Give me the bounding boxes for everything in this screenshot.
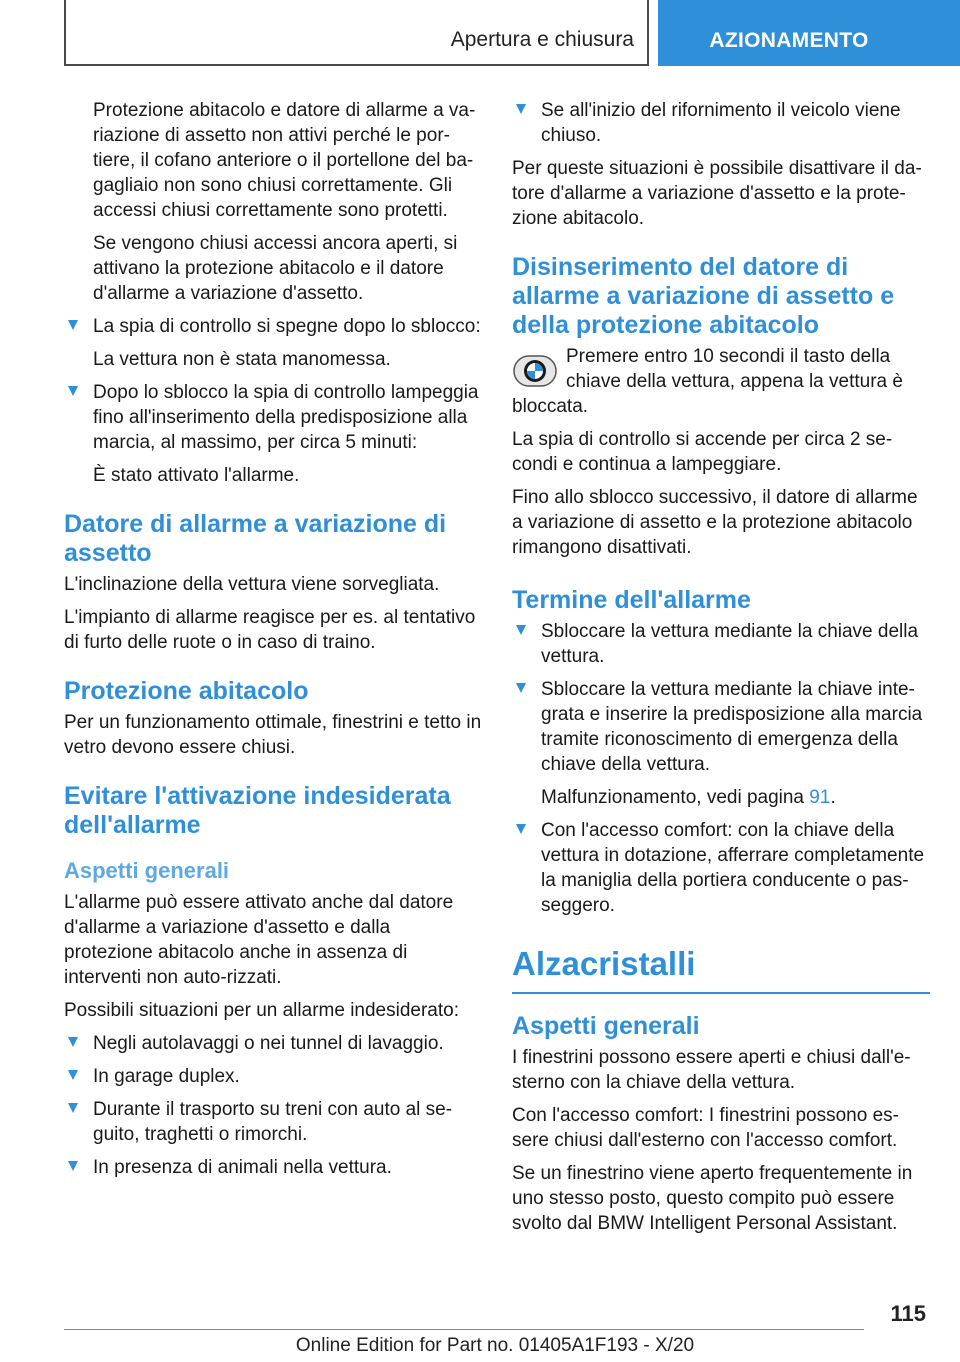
edition-footer: Online Edition for Part no. 01405A1F193 - X/20	[295, 1335, 695, 1356]
fueling-list	[512, 98, 930, 148]
windows-paragraph-3: Se un finestrino viene aperto frequentemente in uno stesso posto, questo compito può essere svolto dal BMW Intelligent Personal Assistant.	[512, 1163, 913, 1234]
list-item-text: Sbloccare la vettura mediante la chiave della vettura.	[541, 621, 919, 667]
list-item-text: In garage duplex.	[93, 1066, 240, 1087]
list-item-text: Con l'accesso comfort: con la chiave della vettura in dotazione, afferrare completamente la maniglia della portiera conducente o pas-seggero.	[541, 820, 925, 916]
left-column	[64, 98, 482, 1188]
intro-paragraph-2: Se vengono chiusi accessi ancora aperti, si attivano la protezione abitacolo e il datore d'allarme a variazione d'assetto.	[93, 233, 458, 304]
heading-cabin-protection: Protezione abitacolo	[64, 677, 309, 705]
page-ref-prefix: Malfunzionamento, vedi pagina	[541, 787, 810, 808]
heading-tilt-alarm: Datore di allarme a variazione di assetto	[64, 510, 447, 567]
list-item-text: La spia di controllo si spegne dopo lo sblocco:	[93, 316, 481, 337]
header-left-border	[64, 0, 66, 66]
list-item-text: Negli autolavaggi o nei tunnel di lavaggio.	[93, 1033, 444, 1054]
cabin-paragraph-1: Per un funzionamento ottimale, finestrini e tetto in vetro devono essere chiusi.	[64, 712, 482, 758]
list-item	[64, 314, 482, 372]
bullet-triangle-icon	[68, 1037, 78, 1047]
general-paragraph-1: L'allarme può essere attivato anche dal datore d'allarme a variazione d'assetto e dalla protezione abitacolo anche in assenza di interventi non auto-rizzati.	[64, 892, 454, 988]
bullet-triangle-icon	[516, 824, 526, 834]
heading-windows-general: Aspetti generali	[512, 1012, 700, 1040]
list-item-text: Se all'inizio del rifornimento il veicolo viene chiuso.	[541, 100, 901, 146]
tilt-paragraph-2: L'impianto di allarme reagisce per es. al tentativo di furto delle ruote o in caso di traino.	[64, 607, 476, 653]
deactivate-paragraph: Per queste situazioni è possibile disattivare il da-tore d'allarme a variazione d'assetto e la prote-zione abitacolo.	[512, 158, 922, 229]
section-title: Apertura e chiusura	[450, 28, 634, 51]
list-item-text: Dopo lo sblocco la spia di controllo lampeggia fino all'inserimento della predisposizione alla marcia, al massimo, per circa 5 minuti:	[93, 382, 479, 453]
list-item-text: In presenza di animali nella vettura.	[93, 1157, 392, 1178]
heading-window-regulators: Alzacristalli	[512, 944, 930, 994]
heading-general-aspects: Aspetti generali	[64, 858, 230, 883]
list-item	[512, 677, 930, 810]
indicator-paragraph: La spia di controllo si accende per circa 2 se-condi e continua a lampeggiare.	[512, 429, 893, 475]
key-instruction	[512, 344, 930, 419]
false-alarm-list	[64, 1031, 482, 1180]
list-item	[512, 619, 930, 669]
key-instruction-text: Premere entro 10 secondi il tasto della chiave della vettura, appena la vettura è bloccata.	[512, 346, 903, 417]
list-item	[64, 380, 482, 488]
list-item-subtext: È stato attivato l'allarme.	[93, 465, 300, 486]
bullet-triangle-icon	[516, 683, 526, 693]
general-paragraph-2: Possibili situazioni per un allarme indesiderato:	[64, 1000, 459, 1021]
bullet-triangle-icon	[68, 386, 78, 396]
footer-divider	[64, 1329, 864, 1330]
heading-avoid-false-alarm: Evitare l'attivazione indesiderata dell'allarme	[64, 782, 451, 839]
heading-disable-alarm: Disinserimento del datore di allarme a variazione di assetto e della protezione abitacolo	[512, 253, 895, 339]
list-item-text: Durante il trasporto su treni con auto al se-guito, traghetti o rimorchi.	[93, 1099, 453, 1145]
bullet-triangle-icon	[68, 1103, 78, 1113]
list-item-text: Sbloccare la vettura mediante la chiave inte-grata e inserire la predisposizione alla marcia tramite riconoscimento di emergenza della chiave della vettura.	[541, 679, 923, 775]
indicator-list	[64, 314, 482, 488]
list-item	[64, 1097, 482, 1147]
bullet-triangle-icon	[68, 1070, 78, 1080]
list-item	[64, 1064, 482, 1089]
page-number: 115	[890, 1301, 926, 1326]
chapter-tab	[658, 0, 960, 66]
bullet-triangle-icon	[68, 1161, 78, 1171]
right-column	[512, 98, 930, 1244]
end-alarm-list	[512, 619, 930, 918]
until-unlock-paragraph: Fino allo sblocco successivo, il datore di allarme a variazione di assetto e la protezione abitacolo rimangono disattivati.	[512, 487, 918, 558]
page-header	[0, 0, 960, 66]
list-item	[512, 98, 930, 148]
page-link[interactable]: 91	[809, 787, 831, 808]
tilt-paragraph-1: L'inclinazione della vettura viene sorvegliata.	[64, 574, 440, 595]
header-right-border	[647, 0, 649, 66]
list-item-subtext: La vettura non è stata manomessa.	[93, 349, 391, 370]
bmw-key-button-icon	[512, 348, 558, 394]
list-item	[64, 1155, 482, 1180]
page-ref-suffix: .	[830, 787, 836, 808]
chapter-title: AZIONAMENTO	[709, 29, 869, 52]
list-item	[512, 818, 930, 918]
bullet-triangle-icon	[516, 625, 526, 635]
bullet-triangle-icon	[68, 320, 78, 330]
list-item-subtext	[541, 785, 930, 810]
windows-paragraph-2: Con l'accesso comfort: I finestrini possono es-sere chiusi dall'esterno con l'accesso comfort.	[512, 1105, 899, 1151]
intro-paragraph-1: Protezione abitacolo e datore di allarme a va-riazione di assetto non attivi perché le por-tiere, il cofano anteriore o il portellone del ba-gagliaio non sono chiusi correttamente. Gli accessi chiusi correttamente sono protetti.	[93, 100, 476, 221]
heading-end-alarm: Termine dell'allarme	[512, 586, 751, 614]
windows-paragraph-1: I finestrini possono essere aperti e chiusi dall'e-sterno con la chiave della vettura.	[512, 1047, 911, 1093]
list-item	[64, 1031, 482, 1056]
header-bottom-border	[64, 64, 649, 66]
bullet-triangle-icon	[516, 104, 526, 114]
